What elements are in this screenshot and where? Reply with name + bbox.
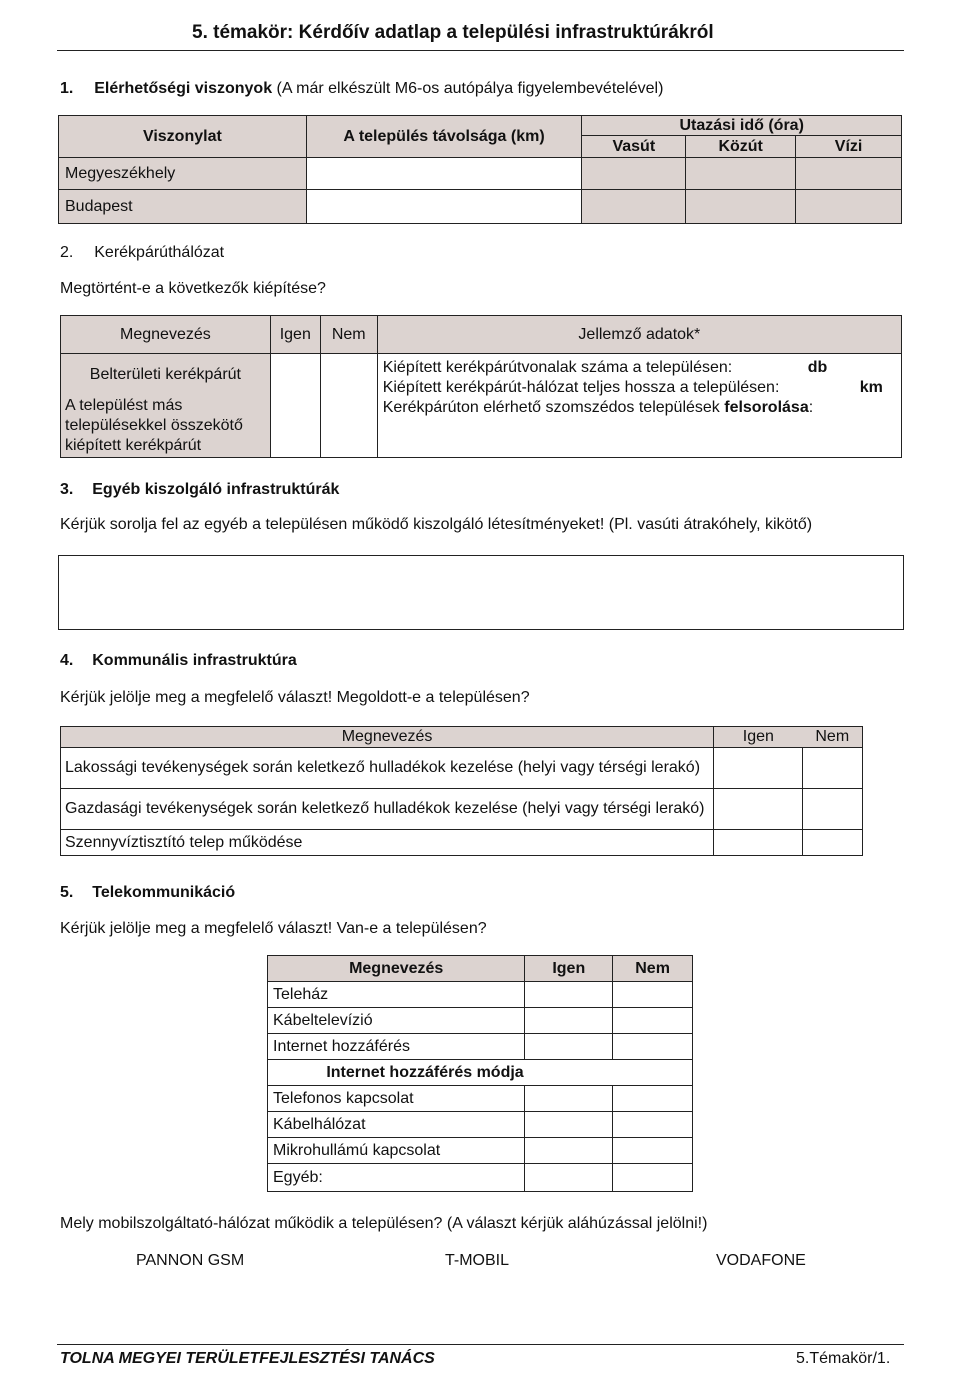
bike-no-cell[interactable] — [320, 354, 377, 458]
bikepath-table — [60, 315, 902, 458]
section2-question: Megtörtént-e a következők kiépítése? — [60, 280, 326, 297]
water-budapest[interactable] — [796, 190, 902, 224]
bike-count-label: Kiépített kerékpárútvonalak száma a településen: — [382, 359, 733, 376]
communal-row-sewage: Szennyvíztisztító telep működése — [61, 830, 714, 856]
telecom-microwave-yes[interactable] — [525, 1138, 613, 1164]
bike-data-cell[interactable] — [377, 354, 901, 458]
footer-page: 5.Témakör/1. — [796, 1350, 891, 1367]
title-rule — [57, 50, 904, 51]
section1-heading — [60, 80, 663, 98]
section4-question: Kérjük jelölje meg a megfelelő választ! Megoldott-e a településen? — [60, 689, 530, 706]
telecom-row-cabletv: Kábeltelevízió — [268, 1008, 525, 1034]
col-bike-no: Nem — [320, 316, 377, 354]
bike-row-outer: A települést más településekkel összekötő kiépített kerékpárút — [65, 397, 243, 454]
telecom-internet-yes[interactable] — [525, 1034, 613, 1060]
section3-heading — [60, 481, 339, 499]
bike-length-unit: km — [859, 379, 883, 396]
telecom-cabletv-yes[interactable] — [525, 1008, 613, 1034]
col-road: Közút — [686, 136, 796, 158]
telecom-subheader: Internet hozzáférés módja — [268, 1060, 693, 1086]
telecom-internet-no[interactable] — [613, 1034, 693, 1060]
communal-economic-yes[interactable] — [714, 789, 803, 830]
col-telecom-name: Megnevezés — [268, 956, 525, 982]
communal-sewage-yes[interactable] — [714, 830, 803, 856]
col-bike-yes: Igen — [270, 316, 320, 354]
section2-number: 2. — [60, 244, 74, 261]
communal-sewage-no[interactable] — [803, 830, 863, 856]
telecom-table — [267, 955, 693, 1192]
communal-row-economic: Gazdasági tevékenységek során keletkező hulladékok kezelése (helyi vagy térségi lerakó) — [61, 789, 714, 830]
col-travel-time: Utazási idő (óra) — [582, 116, 902, 136]
communal-residential-no[interactable] — [803, 748, 863, 789]
bike-yes-cell[interactable] — [270, 354, 320, 458]
bike-line-count — [383, 358, 897, 378]
operator-vodafone[interactable]: VODAFONE — [716, 1252, 806, 1269]
road-county-seat[interactable] — [686, 158, 796, 190]
operator-tmobil[interactable]: T-MOBIL — [445, 1252, 510, 1269]
telecom-row-internet: Internet hozzáférés — [268, 1034, 525, 1060]
telecom-phone-no[interactable] — [613, 1086, 693, 1112]
col-communal-name: Megnevezés — [61, 727, 714, 748]
row-county-seat: Megyeszékhely — [59, 158, 307, 190]
col-bike-name: Megnevezés — [61, 316, 271, 354]
section3-title: Egyéb kiszolgáló infrastruktúrák — [92, 481, 340, 498]
telecom-phone-yes[interactable] — [525, 1086, 613, 1112]
col-communal-no: Nem — [803, 727, 863, 748]
section5-heading — [60, 884, 235, 902]
telecom-microwave-no[interactable] — [613, 1138, 693, 1164]
telecom-row-microwave: Mikrohullámú kapcsolat — [268, 1138, 525, 1164]
col-distance: A település távolsága (km) — [306, 116, 582, 158]
section5-question: Kérjük jelölje meg a megfelelő választ! Van-e a településen? — [60, 920, 487, 937]
page-title: 5. témakör: Kérdőív adatlap a települési infrastruktúrákról — [192, 22, 714, 43]
telecom-other-no[interactable] — [613, 1164, 693, 1192]
bike-line-neighbors — [383, 398, 897, 418]
telecom-cable-no[interactable] — [613, 1112, 693, 1138]
telecom-cable-yes[interactable] — [525, 1112, 613, 1138]
footer-rule — [57, 1344, 904, 1345]
col-rail: Vasút — [582, 136, 686, 158]
footer-org: TOLNA MEGYEI TERÜLETFEJLESZTÉSI TANÁCS — [60, 1350, 435, 1367]
col-telecom-no: Nem — [613, 956, 693, 982]
section3-answer-box[interactable] — [58, 555, 904, 630]
bike-neighbors-bold: felsorolása — [724, 399, 809, 416]
telecom-row-other: Egyéb: — [268, 1164, 525, 1192]
section1-subtitle: (A már elkészült M6-os autópálya figyelembevételével) — [276, 80, 664, 97]
section4-number: 4. — [60, 652, 74, 669]
section3-question: Kérjük sorolja fel az egyéb a településen működő kiszolgáló létesítményeket! (Pl. vasúti átrakóhely, kikötő) — [60, 516, 813, 533]
row-budapest: Budapest — [59, 190, 307, 224]
communal-economic-no[interactable] — [803, 789, 863, 830]
section2-heading — [60, 244, 224, 262]
section5-title: Telekommunikáció — [92, 884, 236, 901]
operator-pannon[interactable]: PANNON GSM — [136, 1252, 245, 1269]
communal-table — [60, 726, 863, 856]
bike-count-unit: db — [807, 359, 828, 376]
access-table — [58, 115, 902, 224]
telecom-telehaz-no[interactable] — [613, 982, 693, 1008]
rail-county-seat[interactable] — [582, 158, 686, 190]
section1-title: Elérhetőségi viszonyok — [94, 80, 273, 97]
road-budapest[interactable] — [686, 190, 796, 224]
bike-neighbors-colon: : — [808, 399, 814, 416]
bike-neighbors-label: Kerékpárúton elérhető szomszédos települések — [382, 399, 725, 416]
telecom-other-yes[interactable] — [525, 1164, 613, 1192]
mobile-question: Mely mobilszolgáltató-hálózat működik a településen? (A választ kérjük aláhúzással jelölni!) — [60, 1215, 708, 1232]
col-communal-yes: Igen — [714, 727, 803, 748]
bike-row-labels — [61, 354, 271, 458]
telecom-row-phone: Telefonos kapcsolat — [268, 1086, 525, 1112]
section3-number: 3. — [60, 481, 74, 498]
section5-number: 5. — [60, 884, 74, 901]
distance-county-seat[interactable] — [306, 158, 582, 190]
telecom-row-cable: Kábelhálózat — [268, 1112, 525, 1138]
communal-residential-yes[interactable] — [714, 748, 803, 789]
section1-number: 1. — [60, 80, 74, 97]
col-relation: Viszonylat — [59, 116, 307, 158]
bike-line-length — [383, 378, 897, 398]
col-bike-data: Jellemző adatok* — [377, 316, 901, 354]
bike-row-inner: Belterületi kerékpárút — [89, 366, 241, 383]
section4-heading — [60, 652, 297, 670]
telecom-cabletv-no[interactable] — [613, 1008, 693, 1034]
rail-budapest[interactable] — [582, 190, 686, 224]
section4-title: Kommunális infrastruktúra — [92, 652, 297, 669]
distance-budapest[interactable] — [306, 190, 582, 224]
communal-row-residential: Lakossági tevékenységek során keletkező hulladékok kezelése (helyi vagy térségi lerakó) — [61, 748, 714, 789]
telecom-telehaz-yes[interactable] — [525, 982, 613, 1008]
col-telecom-yes: Igen — [525, 956, 613, 982]
telecom-row-telehaz: Teleház — [268, 982, 525, 1008]
section2-title: Kerékpárúthálózat — [94, 244, 225, 261]
bike-length-label: Kiépített kerékpárút-hálózat teljes hossza a településen: — [382, 379, 780, 396]
water-county-seat[interactable] — [796, 158, 902, 190]
col-water: Vízi — [796, 136, 902, 158]
